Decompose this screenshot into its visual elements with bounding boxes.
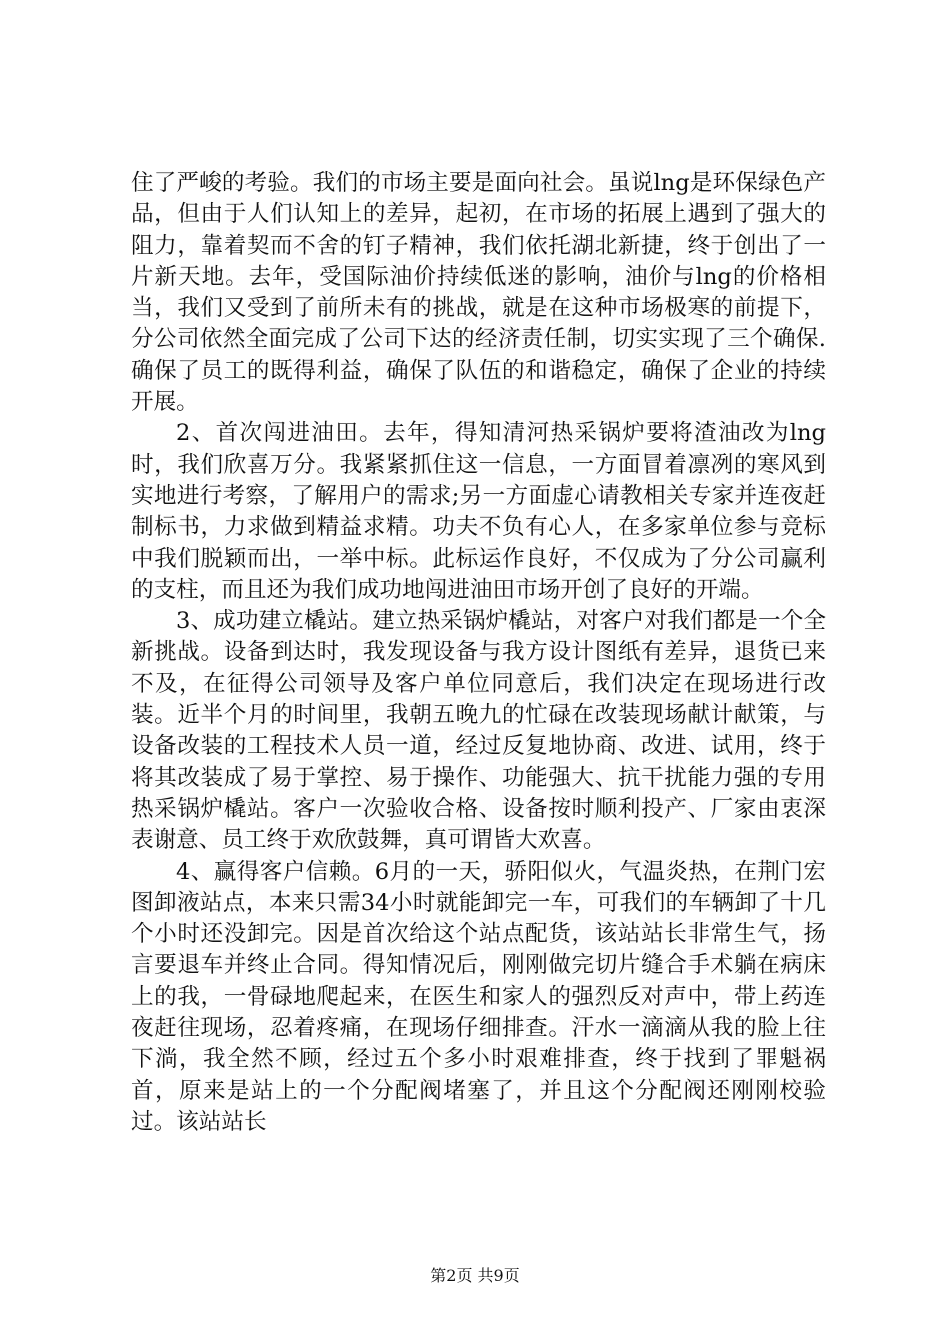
document-body xyxy=(131,168,826,1138)
paragraph-2: 2、首次闯进油田。去年，得知清河热采锅炉要将渣油改为lng时，我们欣喜万分。我紧紧抓住这一信息，一方面冒着凛冽的寒风到实地进行考察，了解用户的需求;另一方面虚心请教相关专家并连夜赶制标书，力求做到精益求精。功夫不负有心人，在多家单位参与竞标中我们脱颖而出，一举中标。此标运作良好，不仅成为了分公司赢利的支柱，而且还为我们成功地闯进油田市场开创了良好的开端。 xyxy=(131,420,826,603)
paragraph-4: 4、赢得客户信赖。6月的一天，骄阳似火，气温炎热，在荆门宏图卸液站点，本来只需34小时就能卸完一车，可我们的车辆卸了十几个小时还没卸完。因是首次给这个站点配货，该站站长非常生气，扬言要退车并终止合同。得知情况后，刚刚做完切片缝合手术躺在病床上的我，一骨碌地爬起来，在医生和家人的强烈反对声中，带上药连夜赶往现场，忍着疼痛，在现场仔细排查。汗水一滴滴从我的脸上往下淌，我全然不顾，经过五个多小时艰难排查，终于找到了罪魁祸首，原来是站上的一个分配阀堵塞了，并且这个分配阀还刚刚校验过。该站站长 xyxy=(131,858,826,1135)
paragraph-3: 3、成功建立橇站。建立热采锅炉橇站，对客户对我们都是一个全新挑战。设备到达时，我发现设备与我方设计图纸有差异，退货已来不及，在征得公司领导及客户单位同意后，我们决定在现场进行改装。近半个月的时间里，我朝五晚九的忙碌在改装现场献计献策，与设备改装的工程技术人员一道，经过反复地协商、改进、试用，终于将其改装成了易于掌控、易于操作、功能强大、抗干扰能力强的专用热采锅炉橇站。客户一次验收合格、设备按时顺利投产、厂家由衷深表谢意、员工终于欢欣鼓舞，真可谓皆大欢喜。 xyxy=(131,608,826,854)
page-footer: 第2页 共9页 xyxy=(430,1266,520,1285)
paragraph-continuation: 住了严峻的考验。我们的市场主要是面向社会。虽说lng是环保绿色产品，但由于人们认知上的差异，起初，在市场的拓展上遇到了强大的阻力，靠着契而不舍的钉子精神，我们依托湖北新捷，终于创出了一片新天地。去年，受国际油价持续低迷的影响，油价与lng的价格相当，我们又受到了前所未有的挑战，就是在这种市场极寒的前提下，分公司依然全面完成了公司下达的经济责任制，切实实现了三个确保.确保了员工的既得利益，确保了队伍的和谐稳定，确保了企业的持续开展。 xyxy=(131,170,826,416)
